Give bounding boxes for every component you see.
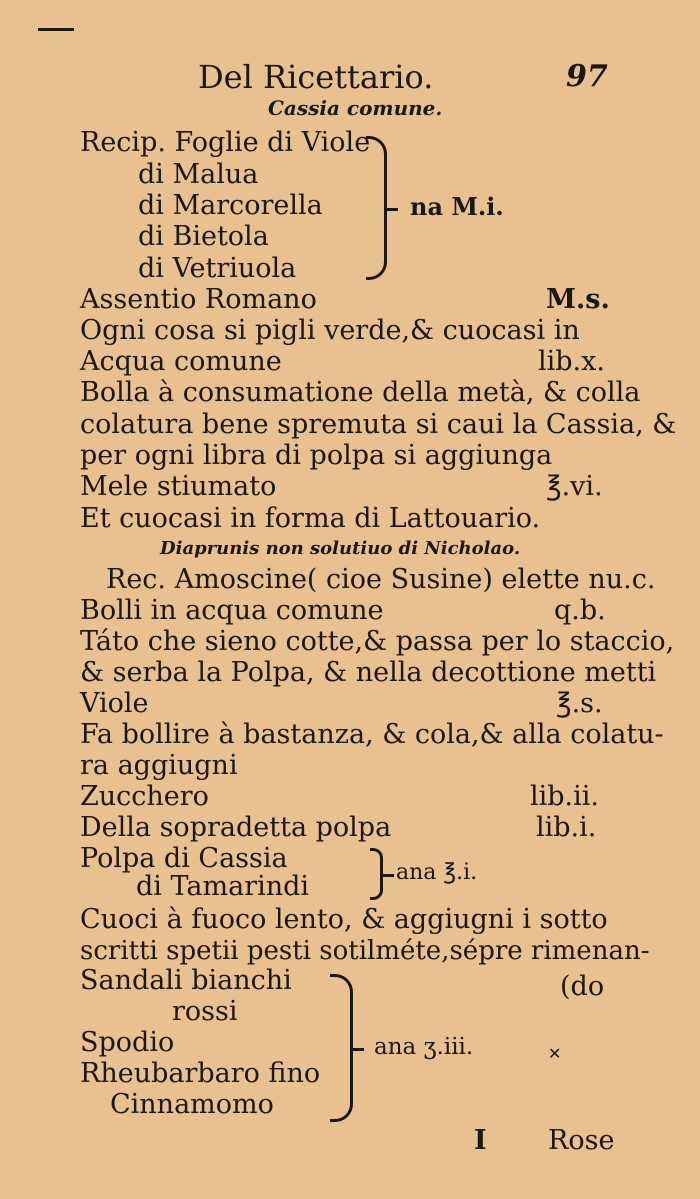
- text-line: Bolla à consumatione della metà, & colla: [80, 377, 641, 408]
- text-line: Viole: [80, 688, 149, 719]
- text-line: Acqua comune: [80, 346, 282, 377]
- ingredient: di Tamarindi: [136, 871, 310, 902]
- text-line: Ogni cosa si pigli verde,& cuocasi in: [80, 315, 580, 346]
- ingredient: di Marcorella: [138, 190, 323, 221]
- ingredient: Rheubarbaro fino: [80, 1058, 321, 1089]
- catchword: Rose: [548, 1125, 615, 1156]
- text-line: Rec. Amoscine( cioe Susine) elette nu.c.: [106, 564, 656, 595]
- recipe-line: Recip. Foglie di Viole: [80, 127, 371, 158]
- ingredient: di Bietola: [138, 221, 269, 252]
- line-quantity: ℥.s.: [556, 688, 603, 719]
- recipe-title: Diaprunis non solutiuo di Nicholao.: [160, 538, 521, 559]
- text-line: Bolli in acqua comune: [80, 595, 384, 626]
- text-line: Zucchero: [80, 781, 209, 812]
- text-line: ra aggiugni: [80, 750, 238, 781]
- ingredient: di Vetriuola: [138, 253, 297, 284]
- continuation-text: (do: [560, 971, 605, 1002]
- grouping-brace: [370, 848, 383, 900]
- recipe-title: Cassia comune.: [268, 96, 443, 120]
- text-line: scritti spetii pesti sotilméte,sépre rimenan-: [80, 936, 650, 966]
- text-line: per ogni libra di polpa si aggiunga: [80, 440, 553, 471]
- line-quantity: lib.x.: [538, 346, 605, 377]
- grouping-brace: [330, 974, 353, 1122]
- brace-quantity: ana ʒ.iii.: [374, 1034, 474, 1060]
- text-line: Mele stiumato: [80, 471, 277, 502]
- ingredient: Polpa di Cassia: [80, 843, 288, 874]
- text-line: Della sopradetta polpa: [80, 812, 392, 843]
- grouping-brace: [366, 136, 387, 280]
- text-line: Fa bollire à bastanza, & cola,& alla colatu-: [80, 719, 664, 750]
- text-line: colatura bene spremuta si caui la Cassia, &: [80, 409, 677, 440]
- signature-mark: I: [474, 1125, 487, 1156]
- running-title: Del Ricettario.: [198, 58, 434, 96]
- line-quantity: ℥.vi.: [546, 471, 603, 502]
- text-line: Assentio Romano: [80, 284, 317, 315]
- page-number: 97: [566, 59, 608, 94]
- ingredient: rossi: [172, 996, 238, 1027]
- flourish-mark: ✕: [548, 1044, 562, 1063]
- line-quantity: lib.i.: [536, 812, 597, 843]
- text-line: & serba la Polpa, & nella decottione metti: [80, 657, 657, 688]
- brace-quantity: ana ℥.i.: [396, 860, 478, 885]
- line-quantity: M.s.: [546, 284, 610, 315]
- line-quantity: q.b.: [554, 595, 606, 626]
- brace-quantity: na M.i.: [410, 192, 504, 221]
- text-line: Táto che sieno cotte,& passa per lo staccio,: [80, 626, 675, 657]
- ingredient: Spodio: [80, 1027, 175, 1058]
- ingredient: Cinnamomo: [110, 1089, 274, 1120]
- corner-rule: [38, 28, 74, 31]
- ingredient: di Malua: [138, 159, 259, 190]
- line-quantity: lib.ii.: [530, 781, 599, 812]
- text-line: Cuoci à fuoco lento, & aggiugni i sotto: [80, 904, 608, 935]
- ingredient: Sandali bianchi: [80, 965, 292, 996]
- text-line: Et cuocasi in forma di Lattouario.: [80, 503, 541, 534]
